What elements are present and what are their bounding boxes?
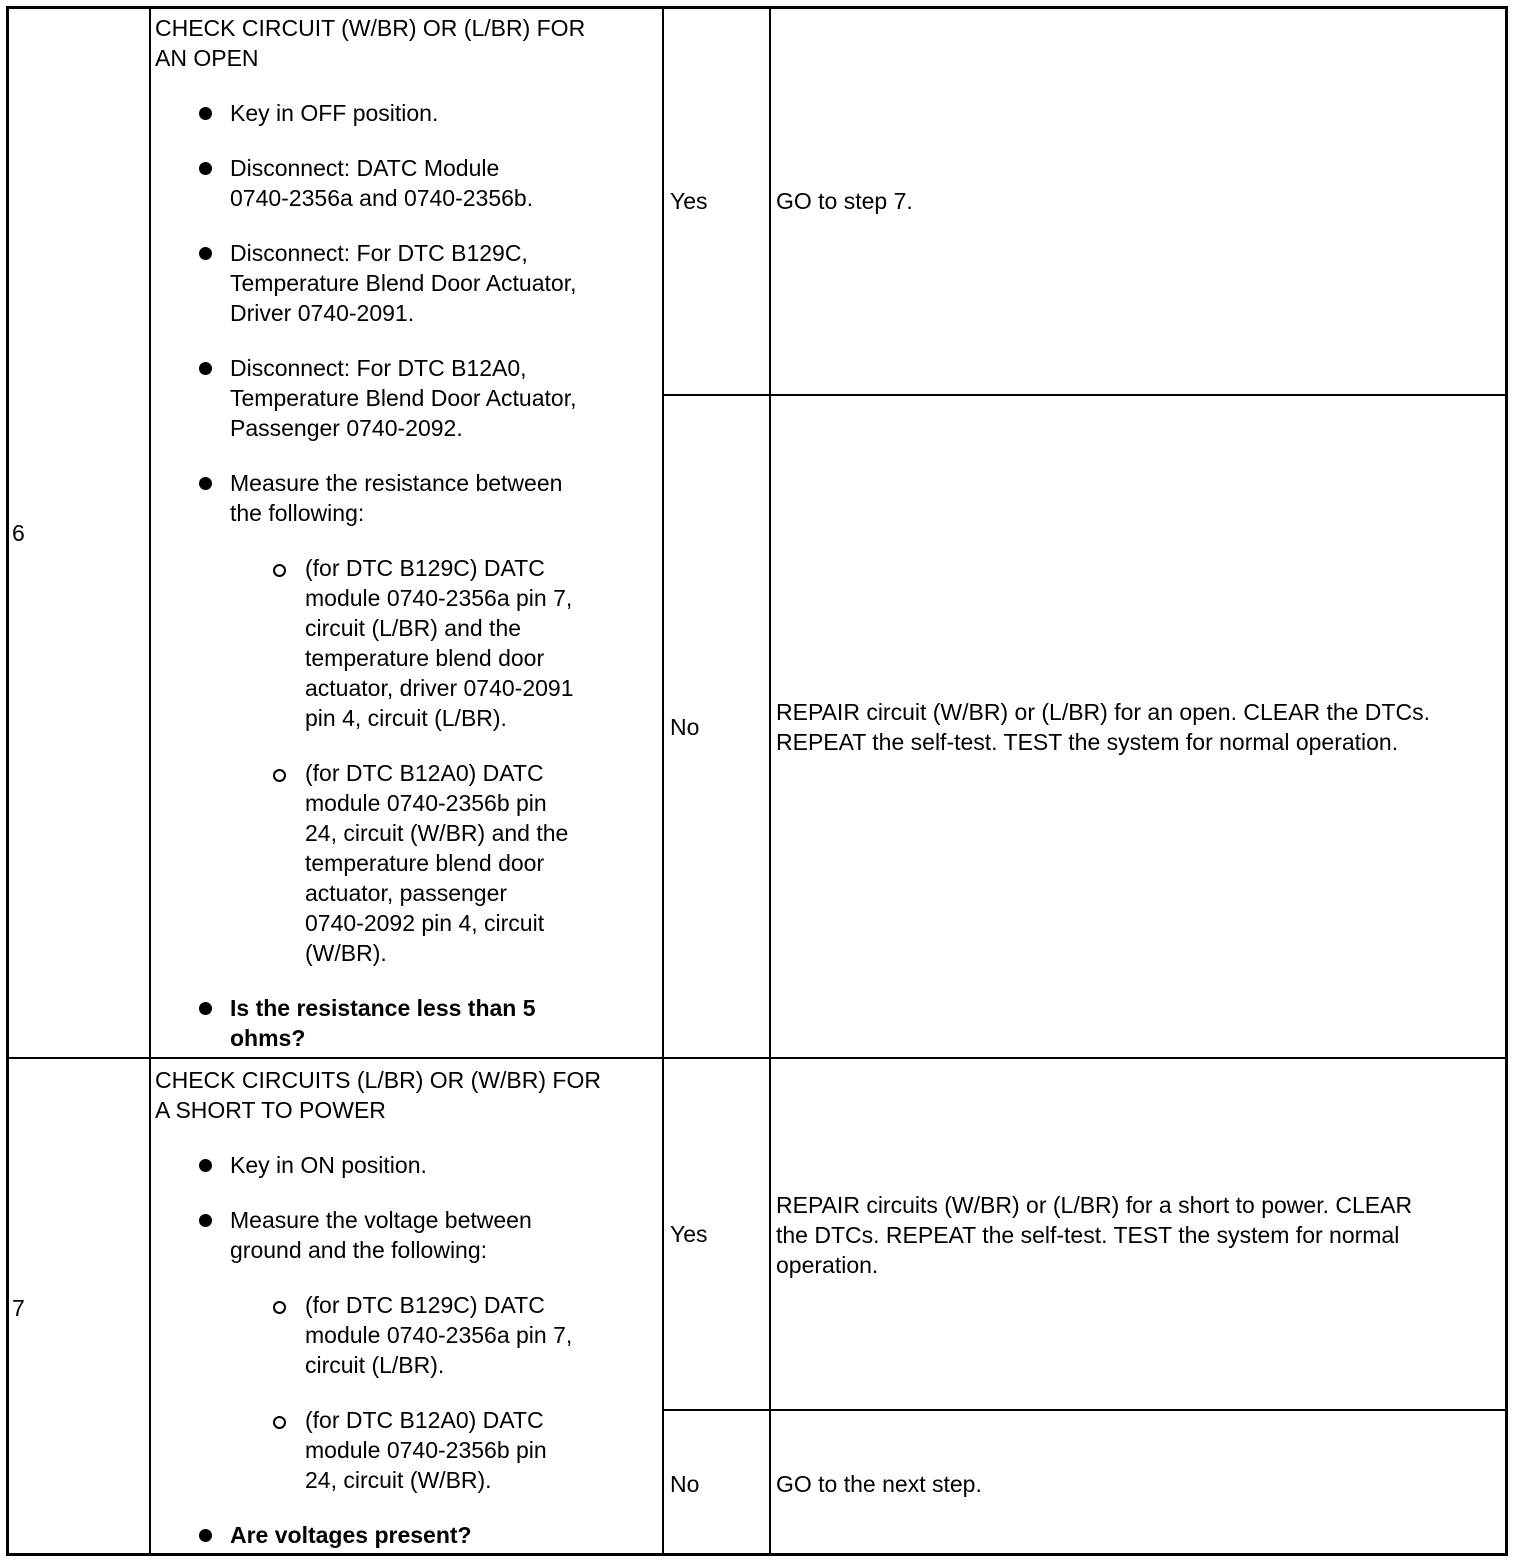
column-divider-step bbox=[149, 8, 151, 1554]
row-divider bbox=[8, 1057, 1506, 1059]
sub-instruction-text: (for DTC B12A0) DATC bbox=[305, 760, 544, 786]
no-action-text: REPEAT the self-test. TEST the system for normal operation. bbox=[776, 729, 1399, 755]
sub-bullet-circle bbox=[273, 1301, 286, 1314]
instruction-text: Temperature Blend Door Actuator, bbox=[230, 270, 577, 296]
sub-instruction-text: circuit (L/BR) and the bbox=[305, 615, 522, 641]
result-yes-label: Yes bbox=[670, 1221, 708, 1247]
column-divider-test bbox=[662, 8, 664, 1554]
bullet-dot bbox=[199, 477, 212, 490]
instruction-text: Measure the resistance between bbox=[230, 470, 563, 496]
sub-instruction-text: actuator, passenger bbox=[305, 880, 508, 906]
bullet-dot bbox=[199, 1159, 212, 1172]
bullet-dot bbox=[199, 1214, 212, 1227]
instruction-text: Key in ON position. bbox=[230, 1152, 427, 1178]
question-text: Is the resistance less than 5 bbox=[230, 995, 536, 1021]
sub-instruction-text: temperature blend door bbox=[305, 645, 545, 671]
instruction-text: Passenger 0740-2092. bbox=[230, 415, 463, 441]
instruction-text: Temperature Blend Door Actuator, bbox=[230, 385, 577, 411]
instruction-text: Measure the voltage between bbox=[230, 1207, 532, 1233]
step-number: 6 bbox=[12, 520, 25, 546]
sub-instruction-text: module 0740-2356b pin bbox=[305, 1437, 547, 1463]
no-action-text: REPAIR circuit (W/BR) or (L/BR) for an open. CLEAR the DTCs. bbox=[776, 699, 1430, 725]
sub-instruction-text: module 0740-2356a pin 7, bbox=[305, 585, 573, 611]
sub-bullet-circle bbox=[273, 769, 286, 782]
test-title: CHECK CIRCUIT (W/BR) OR (L/BR) FOR bbox=[155, 15, 586, 41]
sub-bullet-circle bbox=[273, 564, 286, 577]
result-yes-label: Yes bbox=[670, 188, 708, 214]
sub-instruction-text: (for DTC B129C) DATC bbox=[305, 555, 545, 581]
test-title: CHECK CIRCUITS (L/BR) OR (W/BR) FOR bbox=[155, 1067, 601, 1093]
sub-instruction-text: (W/BR). bbox=[305, 940, 387, 966]
sub-instruction-text: actuator, driver 0740-2091 bbox=[305, 675, 574, 701]
test-title: AN OPEN bbox=[155, 45, 259, 71]
row7-yes-no-divider bbox=[662, 1409, 1506, 1411]
bullet-dot bbox=[199, 107, 212, 120]
sub-instruction-text: 24, circuit (W/BR). bbox=[305, 1467, 492, 1493]
sub-instruction-text: 0740-2092 pin 4, circuit bbox=[305, 910, 545, 936]
sub-instruction-text: (for DTC B129C) DATC bbox=[305, 1292, 545, 1318]
sub-instruction-text: temperature blend door bbox=[305, 850, 545, 876]
yes-action-text: GO to step 7. bbox=[776, 188, 913, 214]
instruction-text: Driver 0740-2091. bbox=[230, 300, 415, 326]
result-no-label: No bbox=[670, 714, 700, 740]
step-number: 7 bbox=[12, 1295, 25, 1321]
question-text: Are voltages present? bbox=[230, 1522, 472, 1548]
sub-instruction-text: 24, circuit (W/BR) and the bbox=[305, 820, 569, 846]
instruction-text: Disconnect: For DTC B129C, bbox=[230, 240, 528, 266]
instruction-text: 0740-2356a and 0740-2356b. bbox=[230, 185, 534, 211]
sub-instruction-text: circuit (L/BR). bbox=[305, 1352, 445, 1378]
bullet-dot bbox=[199, 247, 212, 260]
sub-instruction-text: module 0740-2356a pin 7, bbox=[305, 1322, 573, 1348]
instruction-text: Key in OFF position. bbox=[230, 100, 439, 126]
question-text: ohms? bbox=[230, 1025, 306, 1051]
result-no-label: No bbox=[670, 1471, 700, 1497]
sub-instruction-text: pin 4, circuit (L/BR). bbox=[305, 705, 507, 731]
yes-action-text: REPAIR circuits (W/BR) or (L/BR) for a short to power. CLEAR bbox=[776, 1192, 1413, 1218]
yes-action-text: the DTCs. REPEAT the self-test. TEST the system for normal bbox=[776, 1222, 1400, 1248]
sub-instruction-text: (for DTC B12A0) DATC bbox=[305, 1407, 544, 1433]
test-title: A SHORT TO POWER bbox=[155, 1097, 386, 1123]
bullet-dot bbox=[199, 1529, 212, 1542]
yes-action-text: operation. bbox=[776, 1252, 879, 1278]
bullet-dot bbox=[199, 362, 212, 375]
instruction-text: ground and the following: bbox=[230, 1237, 488, 1263]
instruction-text: Disconnect: For DTC B12A0, bbox=[230, 355, 527, 381]
row6-yes-no-divider bbox=[662, 394, 1506, 396]
bullet-dot bbox=[199, 162, 212, 175]
sub-instruction-text: module 0740-2356b pin bbox=[305, 790, 547, 816]
instruction-text: Disconnect: DATC Module bbox=[230, 155, 500, 181]
no-action-text: GO to the next step. bbox=[776, 1471, 982, 1497]
instruction-text: the following: bbox=[230, 500, 365, 526]
sub-bullet-circle bbox=[273, 1416, 286, 1429]
bullet-dot bbox=[199, 1002, 212, 1015]
column-divider-result bbox=[769, 8, 771, 1554]
